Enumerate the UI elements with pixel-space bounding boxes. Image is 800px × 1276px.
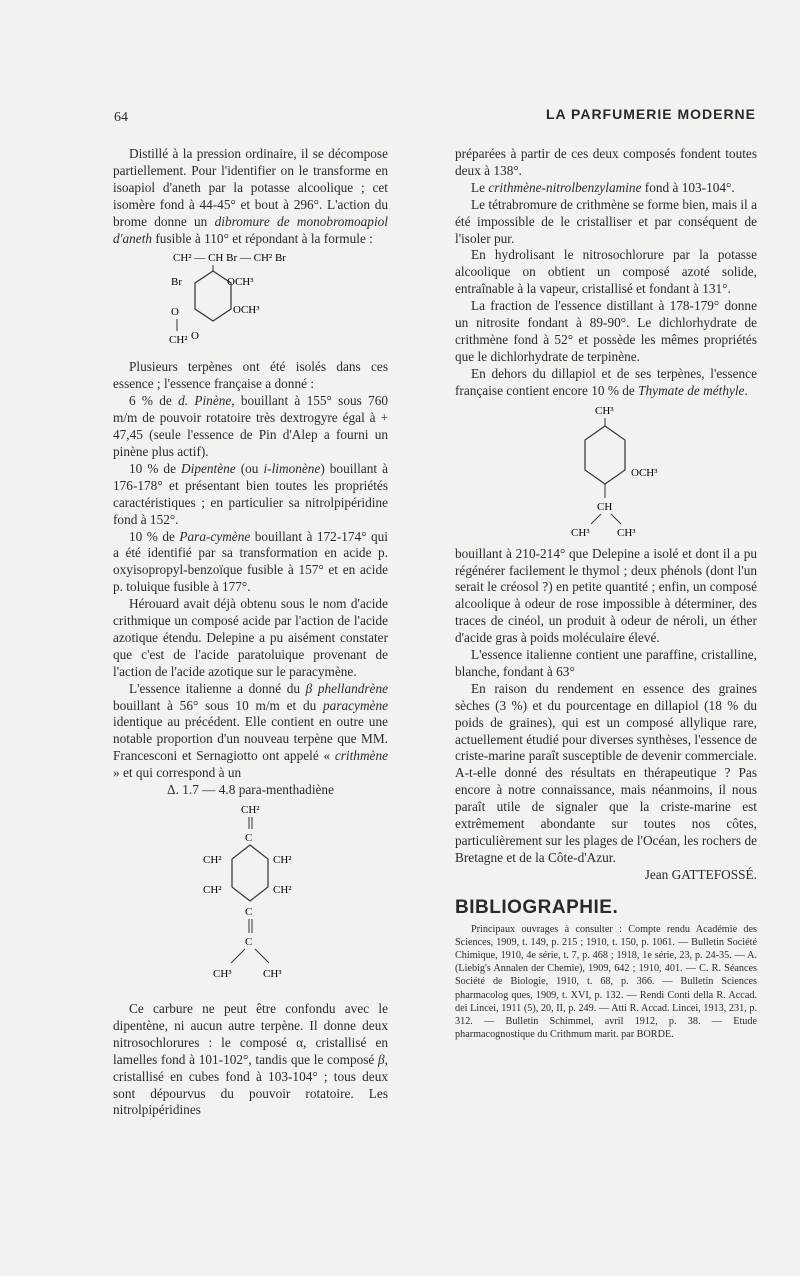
page-number: 64: [114, 110, 128, 125]
crithmene-formula: [113, 801, 388, 999]
svg-text:CH: CH: [597, 500, 613, 513]
svg-text:O: O: [171, 306, 179, 319]
paragraph: bouillant à 210-214° que Delepine a isolé et dont il a pu régénérer facilement le thymol ; deux phénols (dont l'un serait le créosol ?) en petite quantité ; enfin, un composé alcoolique à odeur de rose impossible à déterminer, des traces de cinéol, un produit à odeur de néroli, un éther d'acide gras à poids moléculaire élevé.: [455, 545, 757, 646]
svg-text:CH²: CH²: [241, 804, 260, 816]
paragraph: Le crithmène-nitrolbenzylamine fond à 103-104°.: [471, 179, 735, 195]
right-column: [455, 146, 757, 1041]
paragraph: Le tétrabromure de crithmène se forme bien, mais il a été impossible de le cristalliser et par conséquent de l'isoler pur.: [455, 196, 757, 246]
svg-text:C: C: [245, 936, 253, 948]
dibromide-formula: [113, 249, 388, 357]
svg-text:CH³: CH³: [263, 968, 282, 980]
paragraph: Plusieurs terpènes ont été isolés dans ces essence ; l'essence française a donné :: [113, 359, 388, 392]
paragraph: 10 % de Para-cymène bouillant à 172-174° qui a été identifié par sa transformation en acide p. oxyisopropyl-benzoïque fusible à 157° et en acide p. toluique fusible à 177°.: [113, 528, 388, 595]
formula-top-chain: CH² — CH Br — CH² Br: [173, 252, 286, 265]
svg-text:CH²: CH²: [273, 884, 292, 896]
svg-text:OCH³: OCH³: [233, 304, 260, 317]
svg-text:CH²: CH²: [273, 854, 292, 866]
svg-text:C: C: [245, 906, 253, 918]
paragraph: préparées à partir de ces deux composés fondent toutes deux à 138°.: [455, 146, 757, 178]
svg-text:CH³: CH³: [617, 526, 636, 539]
svg-text:Br: Br: [171, 276, 182, 289]
svg-text:CH³: CH³: [595, 404, 614, 417]
svg-text:CH²: CH²: [203, 884, 222, 896]
left-column: [113, 146, 388, 1119]
paragraph: Ce carbure ne peut être confondu avec le dipentène, ni aucun autre terpène. Il donne deux nitrosochlorures : le composé α, cristallisé en lamelles fond à 101-102°, tandis que le composé β, cristallisé en cubes fond à 103-104° ; tous deux sont dépourvus du pouvoir rotatoire. Les nitrolpipéridines: [113, 1001, 388, 1118]
paragraph: Hérouard avait déjà obtenu sous le nom d'acide crithmique un composé acide par l'action de l'acide azotique étendu. Delepine a pu aisément constater que c'est de l'acide paratoluique provenant de l'action de l'acide azotique sur le paracymène.: [113, 596, 388, 679]
paragraph: La fraction de l'essence distillant à 178-179° donne un nitrosite fondant à 89-90°. Le dichlorhydrate de crithmène fond à 52° et possède les mêmes propriétés que le dichlorhydrate de terpinène.: [455, 298, 757, 364]
paragraph: L'essence italienne a donné du β phellandrène bouillant à 56° sous 10 m/m et du paracymène identique au précédent. Elle contient en outre une notable proportion d'un nouveau terpène que MM. Francesconi et Sernagiotto ont appelé « crithmène » et qui correspond à un: [113, 680, 389, 781]
svg-text:CH³: CH³: [571, 526, 590, 539]
paragraph: 6 % de d. Pinène, bouillant à 155° sous 760 m/m de pouvoir rotatoire très dextrogyre égal à + 47,45 (seule l'essence de Pin d'Alep a fourni un pinène plus actif).: [113, 393, 389, 459]
svg-text:CH²: CH²: [169, 334, 188, 347]
svg-text:OCH³: OCH³: [227, 276, 254, 289]
svg-text:CH³: CH³: [213, 968, 232, 980]
bibliography-heading: BIBLIOGRAPHIE.: [455, 896, 619, 918]
paragraph: L'essence italienne contient une paraffine, cristalline, blanche, fondant à 63°: [455, 647, 757, 679]
svg-text:CH²: CH²: [203, 854, 222, 866]
paragraph: Distillé à la pression ordinaire, il se décompose partiellement. Pour l'identifier on le transforme en isoapiol d'aneth par la potasse alcoolique ; cet isomère fond à 44-45° et bout à 296°. L'action du brome donne un dibromure de monobromoapiol d'aneth fusible à 110° et répondant à la formule :: [113, 146, 388, 246]
svg-text:C: C: [245, 832, 253, 844]
paragraph: En hydrolisant le nitrosochlorure par la potasse alcoolique on obtient un composé azoté solide, entraînable à la vapeur, cristallisé et fondant à 131°.: [455, 247, 757, 297]
svg-text:O: O: [191, 330, 199, 343]
delta-line: Δ. 1.7 — 4.8 para-menthadiène: [167, 782, 334, 798]
bibliography-text: Principaux ouvrages à consulter : Compte rendu Académie des Sciences, 1909, t. 149, p. 215 ; 1910, t. 150, p. 1061. — Bulletin Société Chimique, 1910, 4e série, t. 7, p. 468 ; 1918, 1e série, 23, p. 24-35. — A. (Liebig's Annalen der Chemie), 1909, 642 ; 1910, 401. — C. R. Séances Société de Biologie, 1910, t. 68, p. 366. — Bulletin Sciences pharmacolog ques, 1909, t. XVI, p. 132. — Rendi Conti della R. Accad. dei Lincei, 1911 (5), 20, II, p. 249. — Atti R. Accad. Lincei, 1913, 231, p. 312. — Bulletin Schimmel, avril 1912, p. 38. — Etude pharmacognostique du Crithmum marit. par BORDE.: [455, 923, 757, 1041]
thymate-formula: [455, 402, 757, 544]
paragraph: 10 % de Dipentène (ou i-limonène) bouillant à 176-178° et présentant bien toutes les propriétés caractéristiques ; en particulier sa nitrolpipéridine fond à 152°.: [113, 460, 388, 527]
paragraph: En raison du rendement en essence des graines sèches (3 %) et du pourcentage en dillapiol (18 % du poids de graines), qui est un composé allylique rare, actuellement étudié pour diverses synthèses, l'essence de criste-marine paraît susceptible de devenir commerciale. A-t-elle donné des résultats en thérapeutique ? Pas encore à notre connaissance, mais néanmoins, il nous paraît utile de signaler que la criste-marine est extrêmement abondante sur toutes nos côtes, particulièrement sur les plages de l'Océan, les rochers de Bretagne et de la Côte-d'Azur.: [455, 680, 757, 865]
svg-text:OCH³: OCH³: [631, 466, 658, 479]
running-head: LA PARFUMERIE MODERNE: [546, 106, 756, 122]
author-signature: Jean GATTEFOSSÉ.: [644, 866, 757, 882]
paragraph: En dehors du dillapiol et de ses terpènes, l'essence française contient encore 10 % de Thymate de méthyle.: [455, 365, 757, 398]
